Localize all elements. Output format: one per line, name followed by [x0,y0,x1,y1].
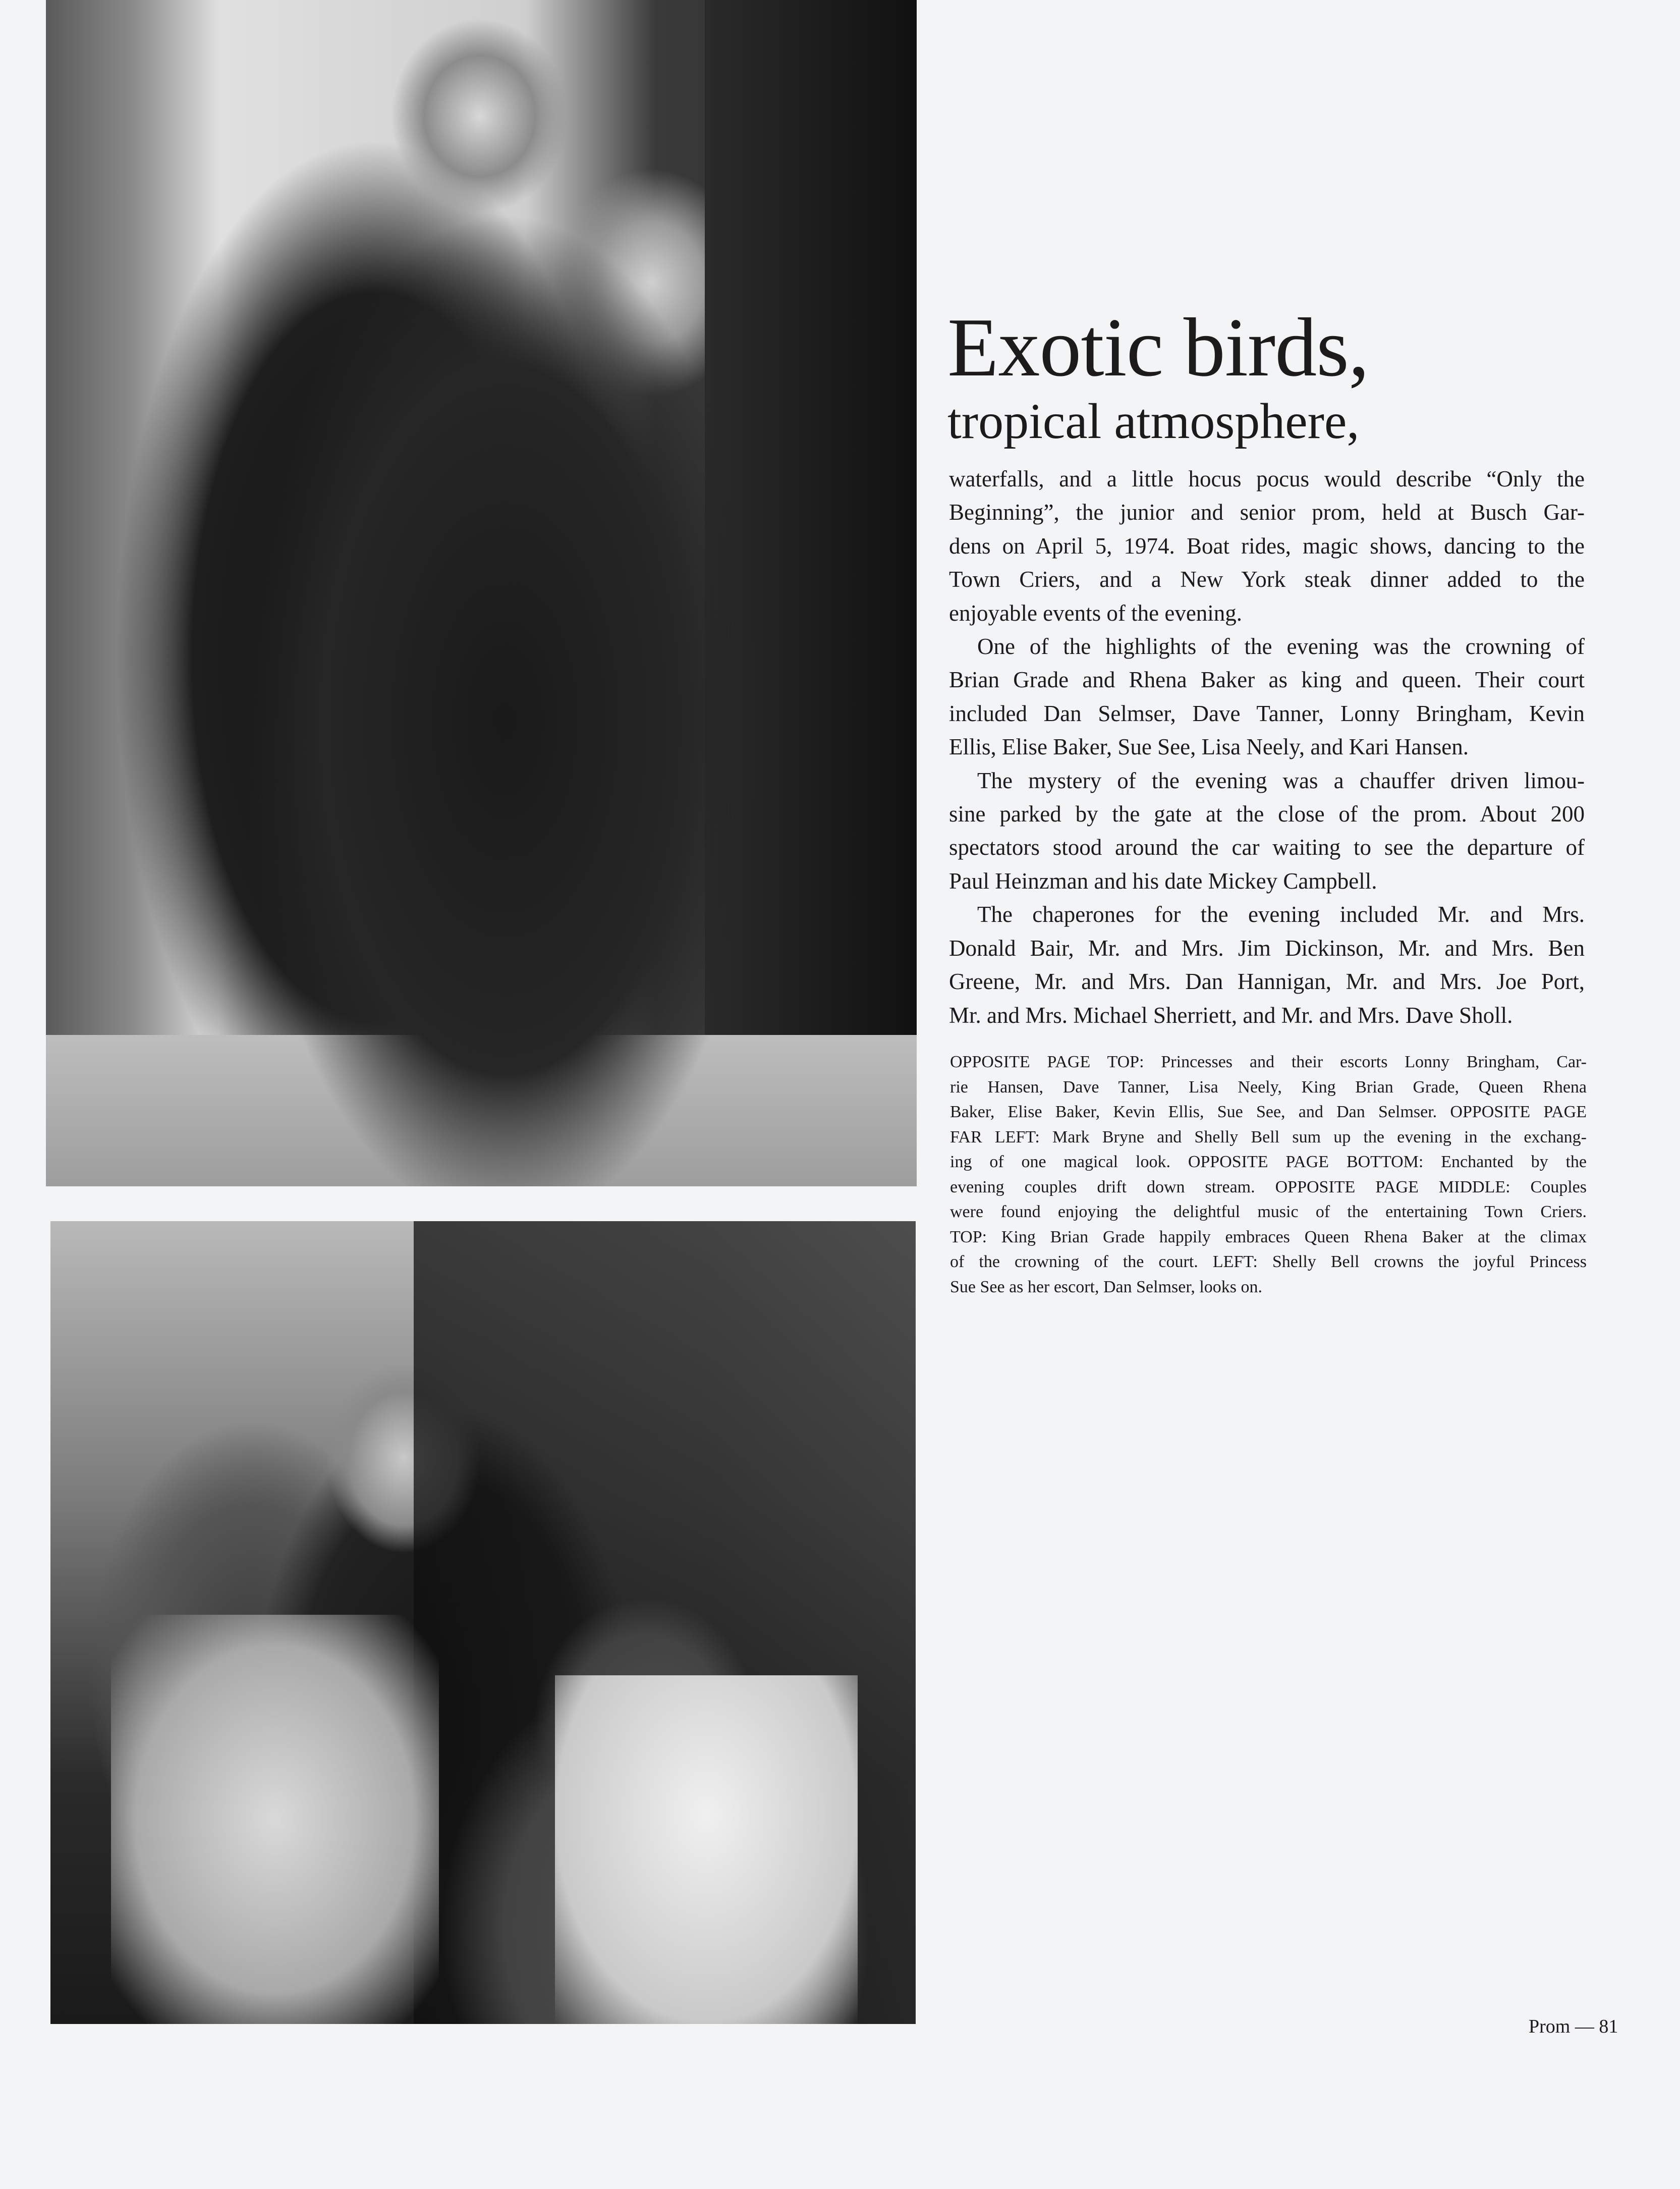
text-line: enjoyable events of the evening. [949,600,1243,626]
text-line: Greene, Mr. and Mrs. Dan Hannigan, Mr. and Mrs. Joe Port, [949,969,1585,995]
photo-caption [950,1050,1587,1299]
text-line: Donald Bair, Mr. and Mrs. Jim Dickinson, Mr. and Mrs. Ben [949,935,1585,961]
text-line: One of the highlights of the evening was the crowning of [977,634,1585,660]
paragraph [949,898,1585,1032]
caption-line: TOP: King Brian Grade happily embraces Queen Rhena Baker at the climax [950,1227,1587,1246]
caption-line: of the crowning of the court. LEFT: Shelly Bell crowns the joyful Princess [950,1252,1587,1271]
text-line: The mystery of the evening was a chauffer driven limou- [977,768,1585,793]
paragraph [949,630,1585,764]
photo-king-queen-embrace [46,0,917,1186]
article-body [949,462,1585,1032]
paragraph [949,764,1585,898]
text-line: sine parked by the gate at the close of the prom. About 200 [949,801,1585,827]
caption-line: FAR LEFT: Mark Bryne and Shelly Bell sum up the evening in the exchang- [950,1127,1587,1146]
crowning-girl [111,1615,439,2024]
photo-princess-crowning [50,1221,916,2024]
caption-line: ing of one magical look. OPPOSITE PAGE BOTTOM: Enchanted by the [950,1153,1587,1171]
paragraph [949,462,1585,630]
caption-line: evening couples drift down stream. OPPOSITE PAGE MIDDLE: Couples [950,1177,1587,1196]
dancing-couple [228,151,782,1186]
caption-line: Sue See as her escort, Dan Selmser, looks on. [950,1277,1263,1296]
caption-line: OPPOSITE PAGE TOP: Princesses and their escorts Lonny Bringham, Car- [950,1053,1587,1071]
caption-line: rie Hansen, Dave Tanner, Lisa Neely, King Brian Grade, Queen Rhena [950,1077,1587,1097]
headline: Exotic birds, [947,301,1369,394]
text-line: dens on April 5, 1974. Boat rides, magic shows, dancing to the [949,533,1585,559]
subheadline: tropical atmosphere, [947,393,1360,449]
text-line: Paul Heinzman and his date Mickey Campbell. [949,868,1377,894]
text-line: Ellis, Elise Baker, Sue See, Lisa Neely, and Kari Hansen. [949,734,1469,760]
text-line: spectators stood around the car waiting to see the departure of [949,835,1585,860]
text-line: Brian Grade and Rhena Baker as king and queen. Their court [949,667,1585,693]
page-number: Prom — 81 [1529,2016,1618,2037]
caption-line: were found enjoying the delightful music of the entertaining Town Criers. [950,1202,1587,1221]
princess-gown [555,1675,858,2024]
text-line: The chaperones for the evening included Mr. and Mrs. [977,902,1585,927]
text-line: waterfalls, and a little hocus pocus would describe “Only the [949,466,1585,491]
text-line: included Dan Selmser, Dave Tanner, Lonny Bringham, Kevin [949,700,1585,726]
caption-line: Baker, Elise Baker, Kevin Ellis, Sue See, and Dan Selmser. OPPOSITE PAGE [950,1103,1587,1121]
text-line: Town Criers, and a New York steak dinner added to the [949,567,1585,592]
text-line: Mr. and Mrs. Michael Sherriett, and Mr. and Mrs. Dave Sholl. [949,1002,1513,1028]
text-line: Beginning”, the junior and senior prom, held at Busch Gar- [949,500,1585,525]
